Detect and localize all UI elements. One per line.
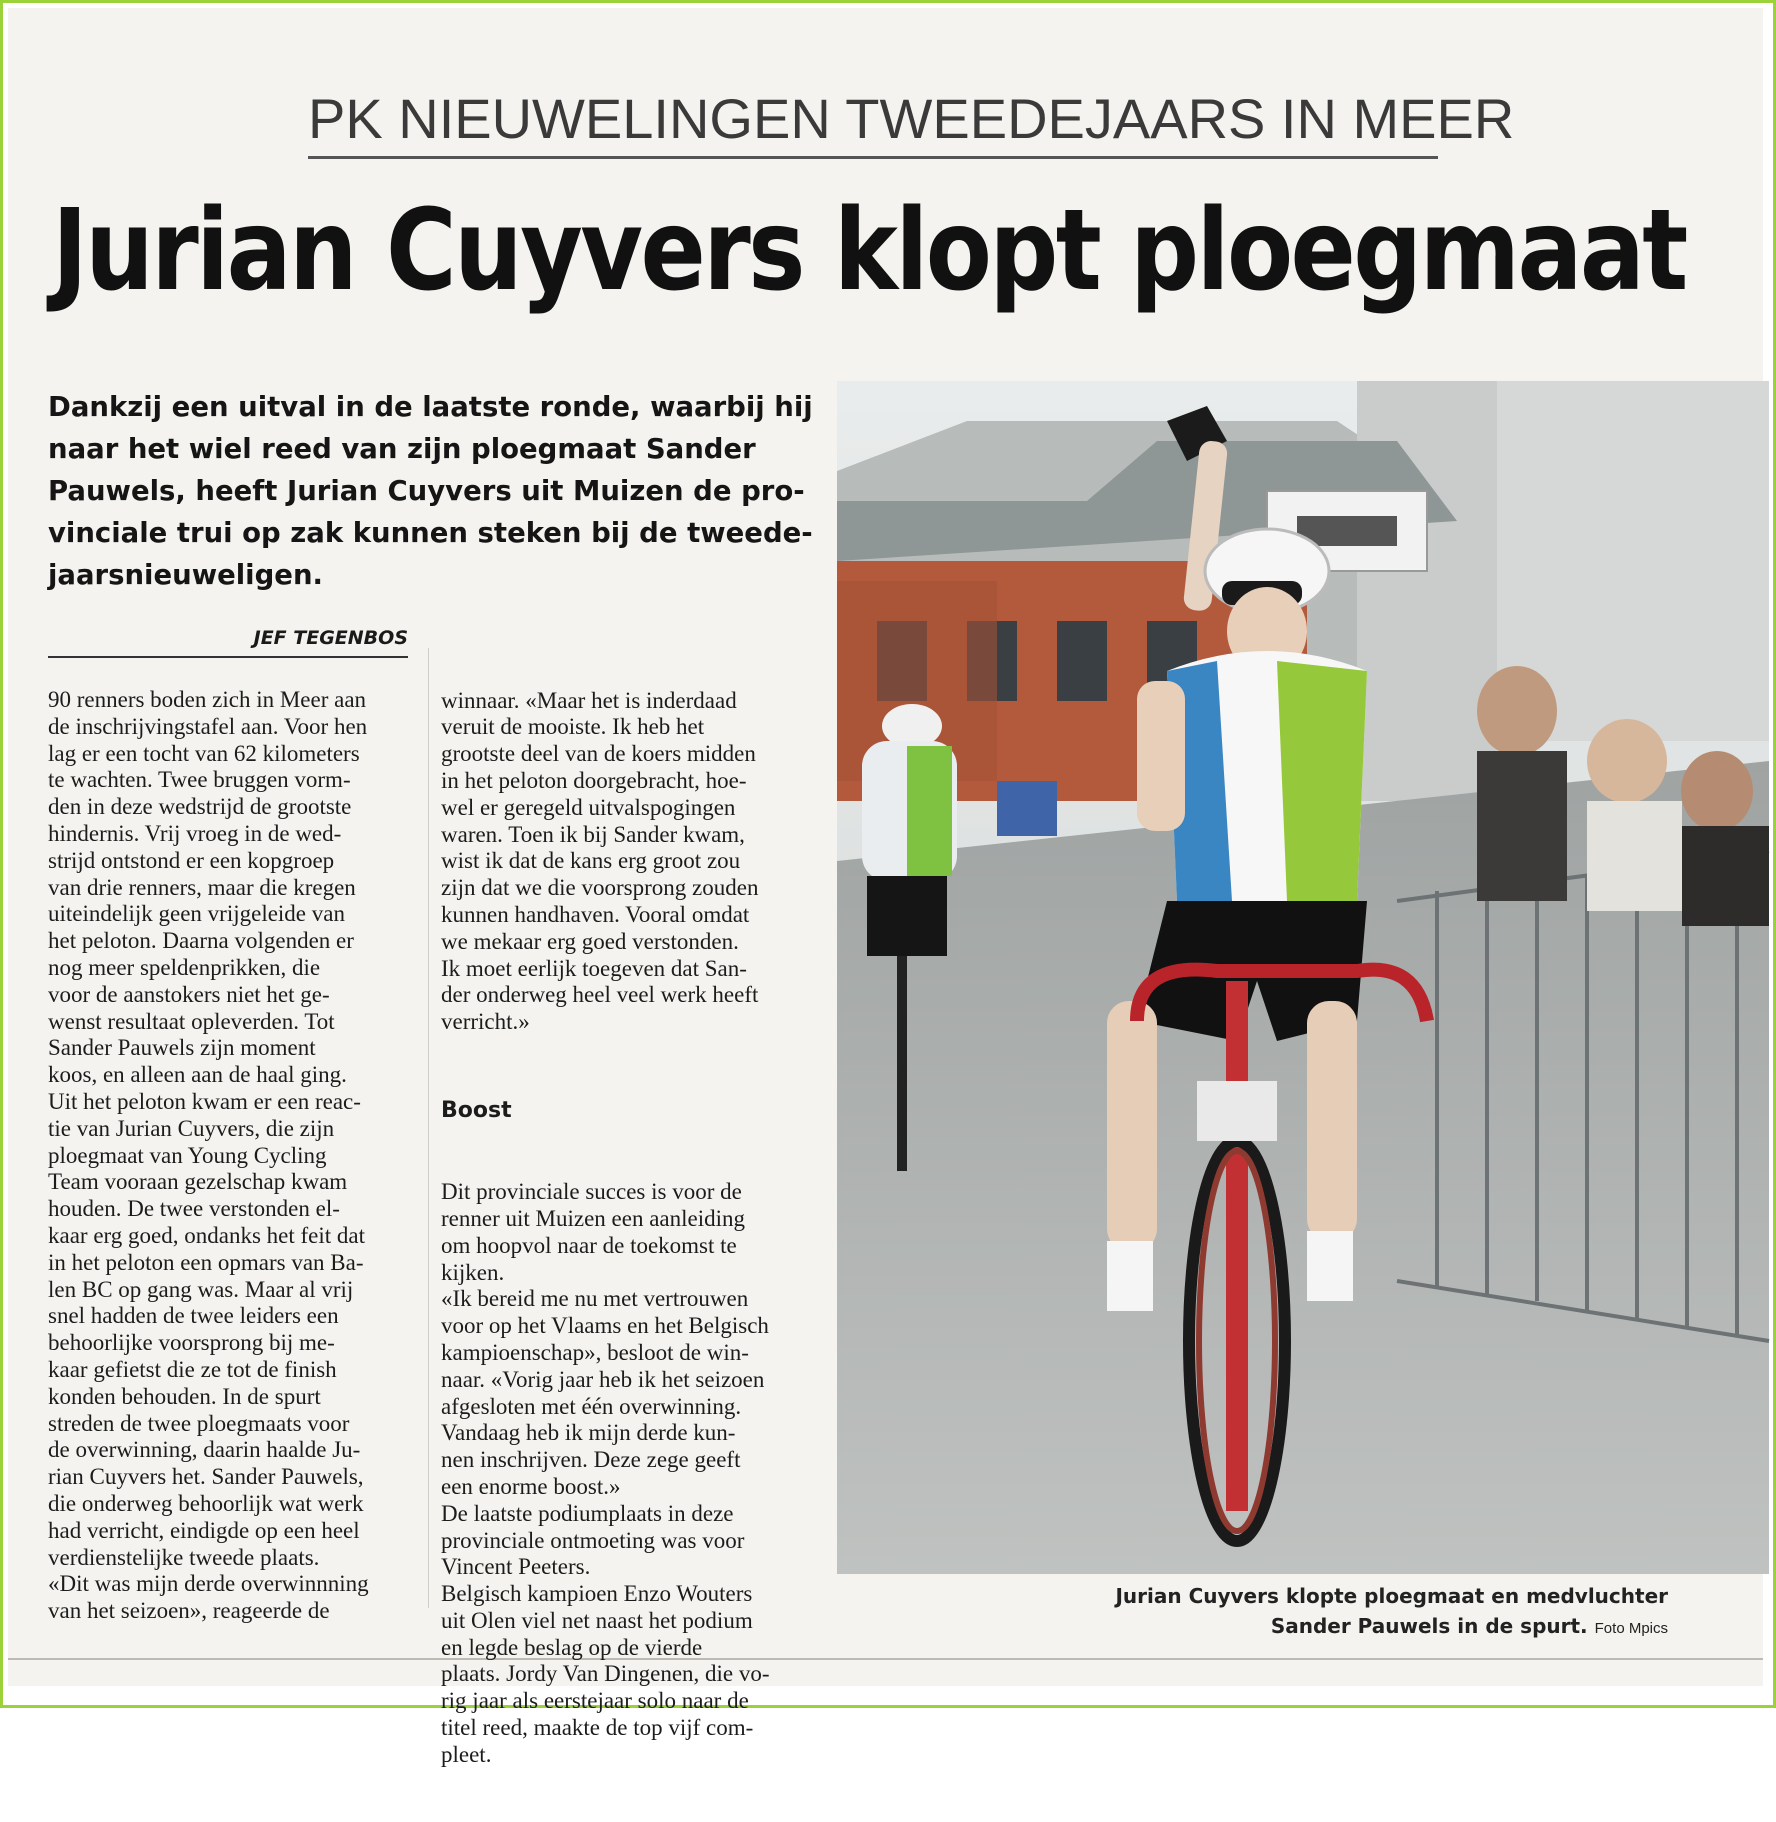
text-line: kampioenschap», besloot de win- xyxy=(441,1339,749,1365)
text-line: afgesloten met één overwinning. xyxy=(441,1393,742,1419)
text-line: de overwinning, daarin haalde Ju- xyxy=(48,1437,361,1463)
text-line: 90 renners boden zich in Meer aan xyxy=(48,687,367,712)
text-line: rig jaar als eerstejaar solo naar de xyxy=(441,1688,749,1714)
text-line: snel hadden de twee leiders een xyxy=(48,1303,339,1329)
text-line: veruit de mooiste. Ik heb het xyxy=(441,714,705,740)
text-line: streden de twee ploegmaats voor xyxy=(48,1410,350,1436)
text-line: konden behouden. In de spurt xyxy=(48,1383,321,1409)
page-edge-line xyxy=(8,1658,1763,1660)
text-line: pleet. xyxy=(441,1741,492,1767)
text-line: die onderweg behoorlijk wat werk xyxy=(48,1490,364,1516)
photo-caption xyxy=(968,1581,1668,1644)
article-byline: JEF TEGENBOS xyxy=(48,624,408,658)
lead-line: vinciale trui op zak kunnen steken bij de tweede- xyxy=(48,517,813,549)
text-line: waren. Toen ik bij Sander kwam, xyxy=(441,821,745,847)
text-line: ploegmaat van Young Cycling xyxy=(48,1142,327,1168)
text-line: verdienstelijke tweede plaats. xyxy=(48,1544,320,1570)
text-line: Vandaag heb ik mijn derde kun- xyxy=(441,1420,736,1446)
lead-line: Pauwels, heeft Jurian Cuyvers uit Muizen de pro- xyxy=(48,475,805,507)
newspaper-clipping xyxy=(8,8,1763,1767)
text-line: grootste deel van de koers midden xyxy=(441,741,756,767)
lead-line: naar het wiel reed van zijn ploegmaat Sander xyxy=(48,433,756,465)
text-line: zijn dat we die voorsprong zouden xyxy=(441,875,759,901)
column-divider xyxy=(428,648,429,1608)
text-line: kijken. xyxy=(441,1259,505,1285)
text-line: behoorlijke voorsprong bij me- xyxy=(48,1330,335,1356)
text-line: het peloton. Daarna volgenden er xyxy=(48,928,354,954)
article-column-2 xyxy=(441,634,770,1822)
text-line: kaar erg goed, ondanks het feit dat xyxy=(48,1222,365,1248)
text-line: Belgisch kampioen Enzo Wouters xyxy=(441,1581,753,1607)
text-line: Vincent Peeters. xyxy=(441,1554,591,1580)
caption-text: Sander Pauwels in de spurt. xyxy=(1270,1614,1588,1638)
text-line: titel reed, maakte de top vijf com- xyxy=(441,1715,754,1741)
text-line: Uit het peloton kwam er een reac- xyxy=(48,1088,361,1114)
article-headline: Jurian Cuyvers klopt ploegmaat xyxy=(52,186,1686,316)
text-line: in het peloton een opmars van Ba- xyxy=(48,1249,364,1275)
text-line: houden. De twee verstonden el- xyxy=(48,1196,340,1222)
text-line: Sander Pauwels zijn moment xyxy=(48,1035,316,1061)
text-line: koos, en alleen aan de haal ging. xyxy=(48,1062,347,1088)
text-line: provinciale ontmoeting was voor xyxy=(441,1527,745,1553)
cyclist-finish-illustration xyxy=(837,381,1769,1574)
caption-line: Jurian Cuyvers klopte ploegmaat en medvluchter xyxy=(1115,1584,1668,1608)
text-line: Ik moet eerlijk toegeven dat San- xyxy=(441,955,747,981)
text-line: verricht.» xyxy=(441,1009,530,1035)
text-line: Team vooraan gezelschap kwam xyxy=(48,1169,348,1195)
text-line: van het seizoen», reageerde de xyxy=(48,1598,330,1624)
article-column-1 xyxy=(48,687,369,1625)
text-line: om hoopvol naar de toekomst te xyxy=(441,1232,737,1258)
text-line: rian Cuyvers het. Sander Pauwels, xyxy=(48,1464,364,1490)
text-line: had verricht, eindigde op een heel xyxy=(48,1517,360,1543)
text-line: tie van Jurian Cuyvers, die zijn xyxy=(48,1115,335,1141)
column-2-continued xyxy=(441,1179,770,1769)
text-line: van drie renners, maar die kregen xyxy=(48,874,356,900)
text-line: wel er geregeld uitvalspogingen xyxy=(441,794,736,820)
text-line: nen inschrijven. Deze zege geeft xyxy=(441,1447,741,1473)
text-line: «Ik bereid me nu met vertrouwen xyxy=(441,1286,749,1312)
text-line: kunnen handhaven. Vooral omdat xyxy=(441,901,750,927)
caption-line-2 xyxy=(968,1611,1668,1644)
text-line: een enorme boost.» xyxy=(441,1473,621,1499)
column-2-body xyxy=(441,688,770,1036)
text-line: De laatste podiumplaats in deze xyxy=(441,1500,734,1526)
text-line: naar. «Vorig jaar heb ik het seizoen xyxy=(441,1366,765,1392)
text-line: te wachten. Twee bruggen vorm- xyxy=(48,767,351,793)
text-line: wist ik dat de kans erg groot zou xyxy=(441,848,741,874)
race-photo xyxy=(837,381,1769,1574)
text-line: de inschrijvingstafel aan. Voor hen xyxy=(48,713,368,739)
text-line: kaar gefietst die ze tot de finish xyxy=(48,1356,337,1382)
text-line: lag er een tocht van 62 kilometers xyxy=(48,740,360,766)
text-line: den in deze wedstrijd de grootste xyxy=(48,794,352,820)
text-line: winnaar. «Maar het is inderdaad xyxy=(441,687,737,713)
text-line: hindernis. Vrij vroeg in de wed- xyxy=(48,820,342,846)
text-line: in het peloton doorgebracht, hoe- xyxy=(441,767,747,793)
text-line: wenst resultaat opleverden. Tot xyxy=(48,1008,335,1034)
text-line: uit Olen viel net naast het podium xyxy=(441,1607,753,1633)
photo-credit: Foto Mpics xyxy=(1594,1620,1668,1637)
text-line: we mekaar erg goed verstonden. xyxy=(441,928,739,954)
subheading-boost: Boost xyxy=(441,1097,512,1123)
text-line: plaats. Jordy Van Dingenen, die vo- xyxy=(441,1661,770,1687)
lead-line: jaarsnieuweligen. xyxy=(48,559,323,591)
text-line: «Dit was mijn derde overwinnning xyxy=(48,1571,369,1597)
text-line: renner uit Muizen een aanleiding xyxy=(441,1205,745,1231)
text-line: der onderweg heel veel werk heeft xyxy=(441,982,759,1008)
lead-line: Dankzij een uitval in de laatste ronde, waarbij hij xyxy=(48,391,813,423)
text-line: uiteindelijk geen vrijgeleide van xyxy=(48,901,345,927)
article-kicker: PK NIEUWELINGEN TWEEDEJAARS IN MEER xyxy=(308,86,1438,159)
text-line: voor de aanstokers niet het ge- xyxy=(48,981,330,1007)
text-line: strijd ontstond er een kopgroep xyxy=(48,847,335,873)
text-line: nog meer speldenprikken, die xyxy=(48,954,321,980)
text-line: Dit provinciale succes is voor de xyxy=(441,1179,742,1205)
text-line: len BC op gang was. Maar al vrij xyxy=(48,1276,354,1302)
article-lead xyxy=(48,386,813,596)
text-line: voor op het Vlaams en het Belgisch xyxy=(441,1313,769,1339)
text-line: en legde beslag op de vierde xyxy=(441,1634,703,1660)
